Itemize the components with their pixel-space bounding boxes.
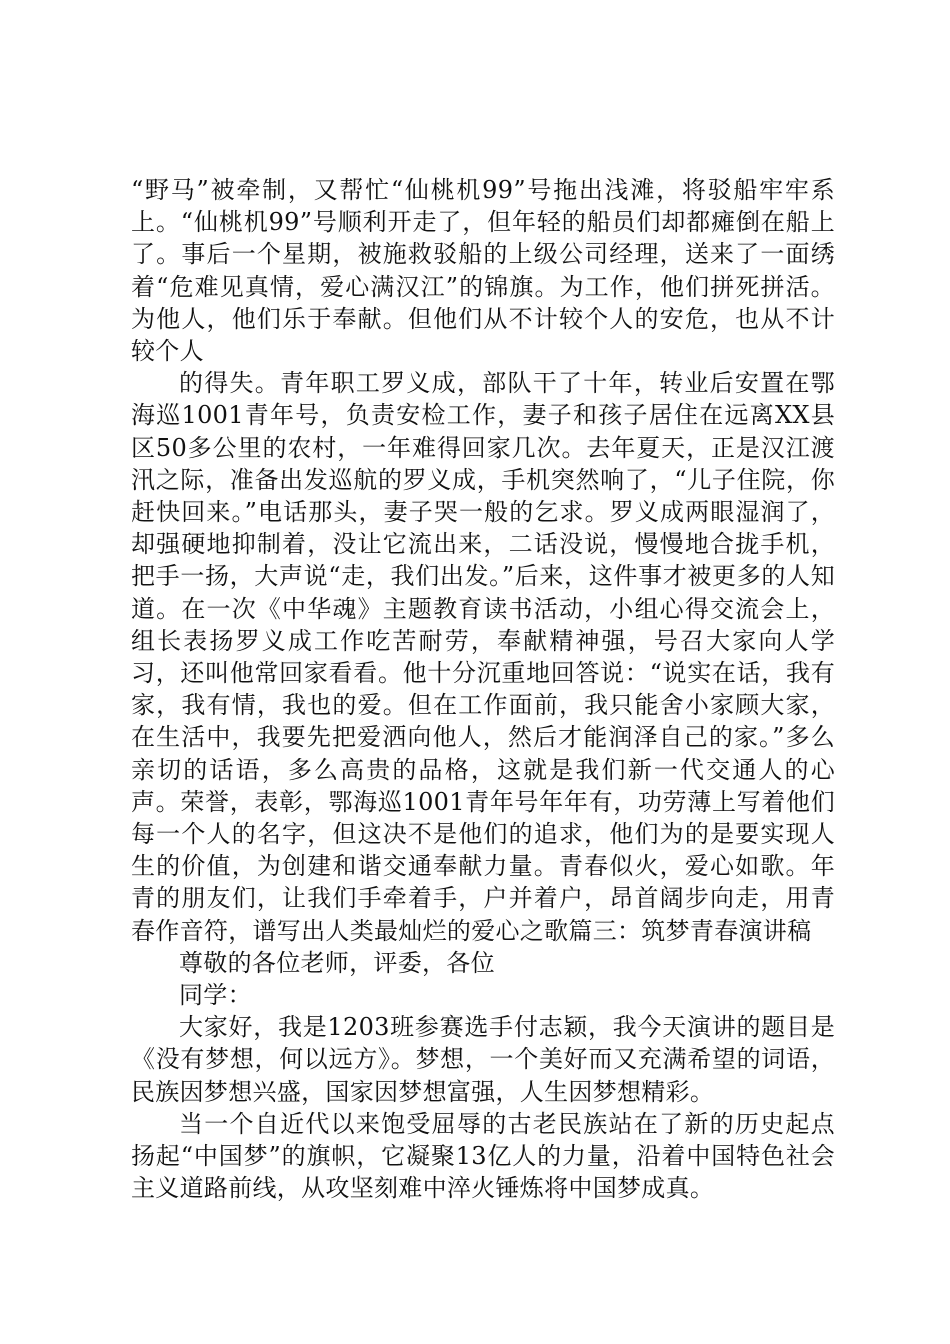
- paragraph-luo-yicheng: 的得失。青年职工罗义成，部队干了十年，转业后安置在鄂海巡1001青年号，负责安检工作，妻子和孩子居住在远离XX县区50多公里的农村，一年难得回家几次。去年夏天，正是汉江渡汛之际，准备出发巡航的罗义成，手机突然响了，“儿子住院，你赶快回来。”电话那头，妻子哭一般的乞求。罗义成两眼湿润了，却强硬地抑制着，没让它流出来，二话没说，慢慢地合拢手机，把手一扬，大声说“走，我们出发。”后来，这件事才被更多的人知道。在一次《中华魂》主题教育读书活动，小组心得交流会上，组长表扬罗义成工作吃苦耐劳，奉献精神强，号召大家向人学习，还叫他常回家看看。他十分沉重地回答说：“说实在话，我有家，我有情，我也的爱。但在工作面前，我只能舍小家顾大家，在生活中，我要先把爱洒向他人，然后才能润泽自己的家。”多么亲切的话语，多么高贵的品格，这就是我们新一代交通人的心声。荣誉，表彰，鄂海巡1001青年号年年有，功劳薄上写着他们每一个人的名字，但这决不是他们的追求，他们为的是要实现人生的价值，为创建和谐交通奉献力量。青春似火，爱心如歌。年青的朋友们，让我们手牵着手，户并着户，昂首阔步向走，用青春作音符，谱写出人类最灿烂的爱心之歌篇三：筑梦青春演讲稿: [131, 369, 835, 945]
- paragraph-introduction: 大家好，我是1203班参赛选手付志颖，我今天演讲的题目是《没有梦想，何以远方》。梦想，一个美好而又充满希望的词语，民族因梦想兴盛，国家因梦想富强，人生因梦想精彩。: [131, 1013, 835, 1106]
- paragraph-classmates: 同学：: [179, 981, 252, 1010]
- paragraph-salvage-story: “野马”被牵制，又帮忙“仙桃机99”号拖出浅滩，将驳船牢牢系上。“仙桃机99”号顺利开走了，但年轻的船员们却都瘫倒在船上了。事后一个星期，被施救驳船的上级公司经理，送来了一面绣着“危难见真情，爱心满汉江”的锦旗。为工作，他们拼死拼活。为他人，他们乐于奉献。但他们从不计较个人的安危，也从不计较个人: [131, 176, 835, 366]
- paragraph-greeting: 尊敬的各位老师，评委，各位: [179, 948, 495, 977]
- paragraph-china-dream: 当一个自近代以来饱受屈辱的古老民族站在了新的历史起点扬起“中国梦”的旗帜，它凝聚13亿人的力量，沿着中国特色社会主义道路前线，从攻坚刻难中淬火锤炼将中国梦成真。: [131, 1109, 835, 1203]
- document-page: [131, 174, 835, 1205]
